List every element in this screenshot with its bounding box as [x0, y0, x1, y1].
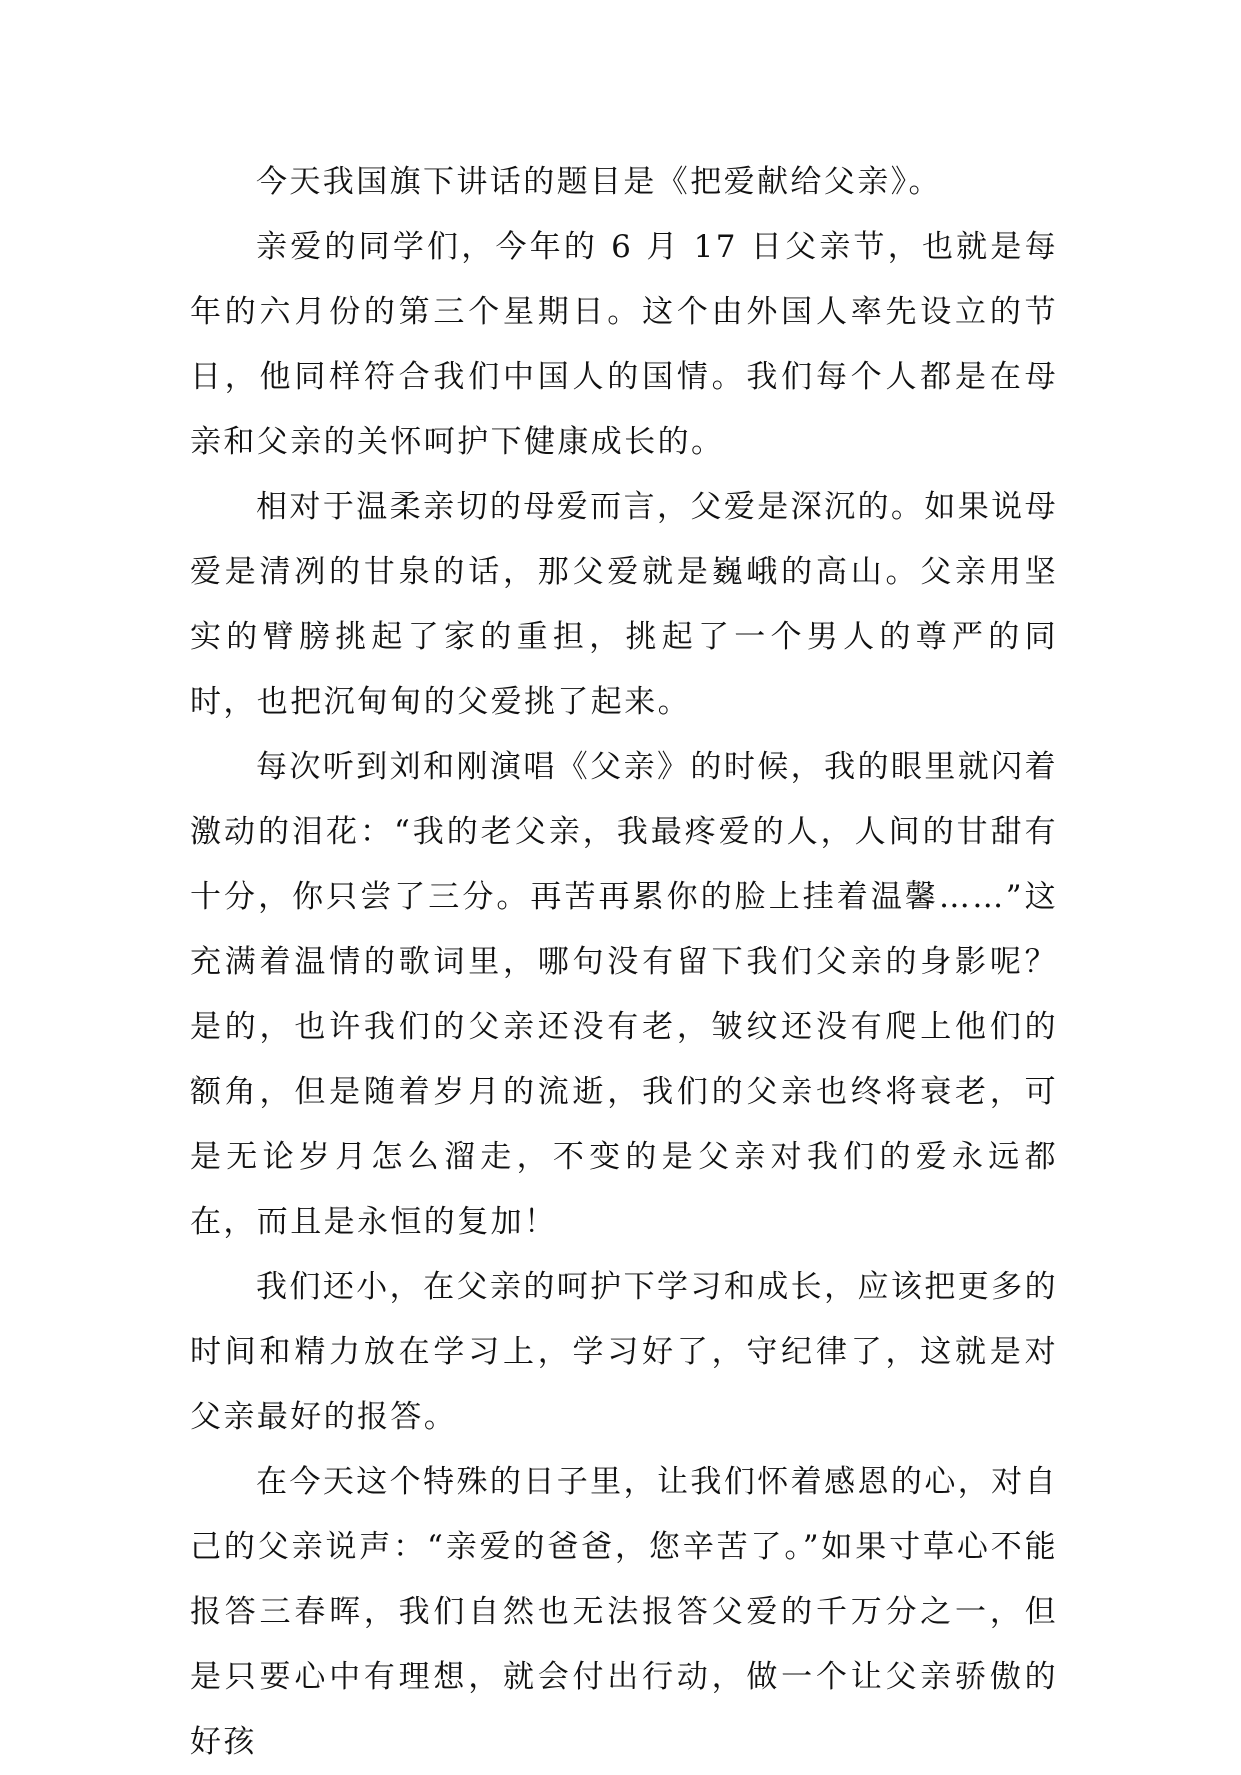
paragraph-fatherly-love: 相对于温柔亲切的母爱而言，父爱是深沉的。如果说母爱是清冽的甘泉的话，那父爱就是巍峨的高山。父亲用坚实的臂膀挑起了家的重担，挑起了一个男人的尊严的同时，也把沉甸甸的父爱挑了起来。: [190, 489, 1058, 720]
paragraph-gratitude: 在今天这个特殊的日子里，让我们怀着感恩的心，对自己的父亲说声：“亲爱的爸爸，您辛苦了。”如果寸草心不能报答三春晖，我们自然也无法报答父爱的千万分之一，但是只要心中有理想，就会付出行动，做一个让父亲骄傲的好孩: [190, 1464, 1058, 1760]
paragraph-speech-title: 今天我国旗下讲话的题目是《把爱献给父亲》。: [256, 164, 942, 200]
paragraph-fathers-day-intro: 亲爱的同学们，今年的 6 月 17 日父亲节，也就是每年的六月份的第三个星期日。这个由外国人率先设立的节日，他同样符合我们中国人的国情。我们每个人都是在母亲和父亲的关怀呵护下健康成长的。: [190, 229, 1058, 460]
paragraph-study-hard: 我们还小，在父亲的呵护下学习和成长，应该把更多的时间和精力放在学习上，学习好了，守纪律了，这就是对父亲最好的报答。: [190, 1269, 1058, 1435]
paragraph-song-lyrics: 每次听到刘和刚演唱《父亲》的时候，我的眼里就闪着激动的泪花：“我的老父亲，我最疼爱的人，人间的甘甜有十分，你只尝了三分。再苦再累你的脸上挂着温馨……”这充满着温情的歌词里，哪句没有留下我们父亲的身影呢？是的，也许我们的父亲还没有老，皱纹还没有爬上他们的额角，但是随着岁月的流逝，我们的父亲也终将衰老，可是无论岁月怎么溜走，不变的是父亲对我们的爱永远都在，而且是永恒的复加！: [190, 749, 1058, 1240]
document-body: [190, 150, 1058, 1775]
